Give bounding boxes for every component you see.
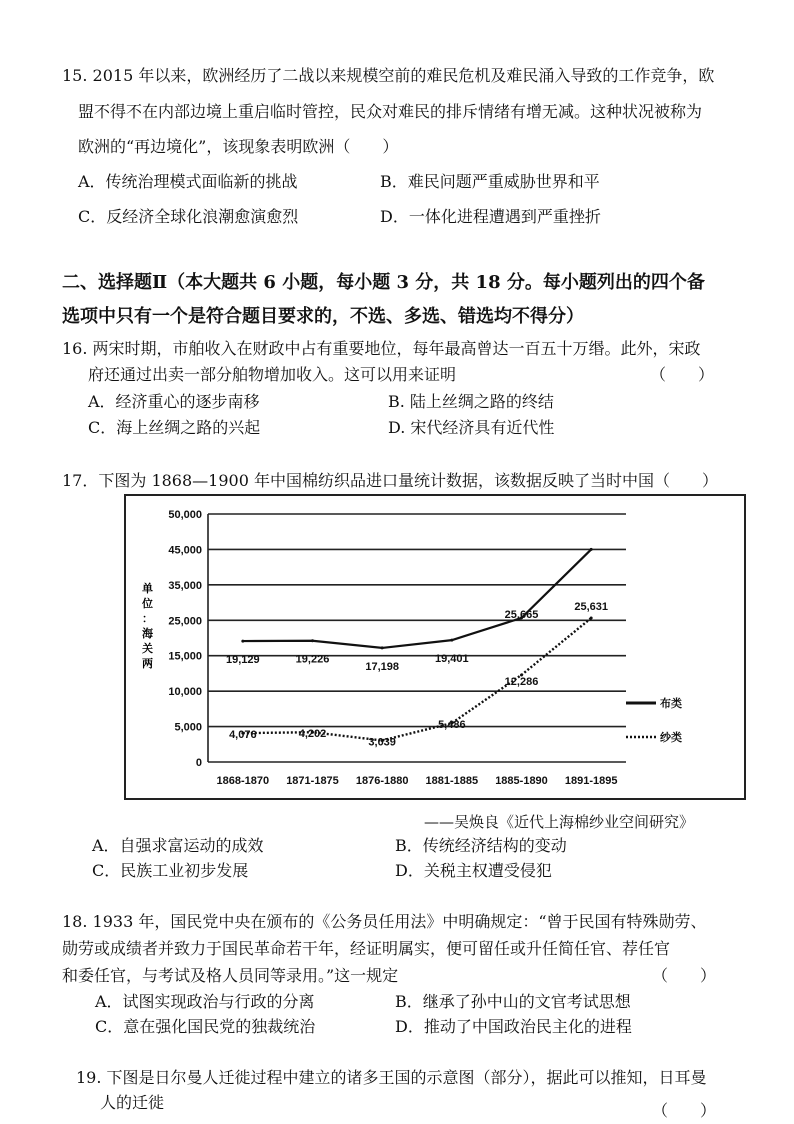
x-tick-label: 1885-1890 [495,775,548,787]
q19-answer-paren: （ ） [652,1101,717,1120]
data-label: 19,129 [226,654,260,667]
q18-stem-line3: 和委任官，与考试及格人员同等录用。”这一规定 [62,966,399,985]
y-tick-label: 5,000 [174,721,202,734]
import-chart [124,494,746,800]
data-label: 17,198 [365,660,399,673]
q16-option-d: D. 宋代经济具有近代性 [388,418,555,437]
x-tick-label: 1871-1875 [286,775,339,787]
legend-label: 布类 [660,698,682,710]
y-axis-label: 单位：海关两 [142,583,153,670]
q18-option-c: C．意在强化国民党的独裁统治 [95,1017,316,1036]
series-line-0 [243,549,591,647]
q15-option-d: D．一体化进程遭遇到严重挫折 [380,207,601,226]
q18-option-d: D．推动了中国政治民主化的进程 [395,1017,632,1036]
q17-stem: 17．下图为 1868—1900 年中国棉纺织品进口量统计数据，该数据反映了当时中国（ ） [62,471,718,490]
y-tick-label: 50,000 [168,509,202,521]
q18-option-b: B．继承了孙中山的文官考试思想 [395,992,631,1011]
section2-heading-line1: 二、选择题Ⅱ（本大题共 6 小题，每小题 3 分，共 18 分。每小题列出的四个备 [62,272,705,293]
q16-option-a: A．经济重心的逐步南移 [88,392,260,411]
x-tick-label: 1881-1885 [425,775,479,787]
q15-stem-line3: 欧洲的“再边境化”，该现象表明欧洲（ ） [78,137,399,156]
data-point [590,548,593,551]
y-tick-label: 25,000 [168,615,202,628]
q16-option-b: B. 陆上丝绸之路的终结 [388,392,554,411]
q19-stem-line2: 人的迁徙 [100,1093,165,1112]
q17-option-a: A．自强求富运动的成效 [92,836,264,855]
q16-answer-paren: （ ） [650,365,715,384]
section2-heading-line2: 选项中只有一个是符合题目要求的，不选、多选、错选均不得分） [62,306,584,327]
data-point [241,640,244,643]
y-tick-label: 15,000 [168,650,202,663]
q18-option-a: A．试图实现政治与行政的分离 [95,992,315,1011]
q17-option-c: C．民族工业初步发展 [92,861,249,880]
q18-stem-line2: 勋劳或成绩者并致力于国民革命若干年，经证明属实，便可留任或升任简任官、荐任官 [62,939,671,958]
q19-stem-line1: 19. 下图是日尔曼人迁徙过程中建立的诸多王国的示意图（部分），据此可以推知，日耳曼 [76,1068,707,1087]
data-label: 4,076 [229,729,257,742]
y-tick-label: 45,000 [168,544,202,557]
data-label: 19,226 [295,653,330,666]
q16-option-c: C．海上丝绸之路的兴起 [88,418,261,437]
data-label: 5,486 [438,719,466,732]
q17-source-citation: ——吴焕良《近代上海棉纱业空间研究》 [424,813,695,831]
import-line-chart [126,496,744,798]
series-line-1 [243,618,591,740]
q18-stem-line1: 18. 1933 年，国民党中央在颁布的《公务员任用法》中明确规定：“曾于民国有特殊勋劳、 [62,912,707,931]
q15-option-c: C．反经济全球化浪潮愈演愈烈 [78,207,299,226]
data-point [590,617,593,620]
y-tick-label: 10,000 [168,686,202,699]
q15-option-a: A．传统治理模式面临新的挑战 [78,172,298,191]
y-tick-label: 35,000 [168,579,202,592]
legend-label: 纱类 [660,732,682,744]
x-tick-label: 1868-1870 [216,775,270,787]
q15-stem-line1: 15. 2015 年以来，欧洲经历了二战以来规模空前的难民危机及难民涌入导致的工作竞争，欧 [62,66,715,85]
q15-stem-line2: 盟不得不在内部边境上重启临时管控，民众对难民的排斥情绪有增无减。这种状况被称为 [78,102,703,121]
data-label: 19,401 [435,653,469,666]
q17-option-b: B．传统经济结构的变动 [395,836,567,855]
q16-stem-line1: 16. 两宋时期，市舶收入在财政中占有重要地位，每年最高曾达一百五十万缗。此外，宋政 [62,339,701,358]
q15-option-b: B．难民问题严重威胁世界和平 [380,172,600,191]
x-tick-label: 1876-1880 [355,775,409,787]
data-label: 25,631 [574,601,608,614]
data-label: 3,039 [368,736,396,749]
data-point [311,639,314,642]
data-label: 4,202 [298,728,327,741]
data-point [450,639,453,642]
q16-stem-line2: 府还通过出卖一部分舶物增加收入。这可以用来证明 [88,365,457,384]
q18-answer-paren: （ ） [652,966,717,985]
q17-option-d: D．关税主权遭受侵犯 [395,861,552,880]
y-tick-label: 0 [195,757,202,769]
data-label: 25,665 [504,608,539,621]
data-label: 12,286 [504,675,539,688]
x-tick-label: 1891-1895 [564,775,618,787]
data-point [381,646,384,649]
